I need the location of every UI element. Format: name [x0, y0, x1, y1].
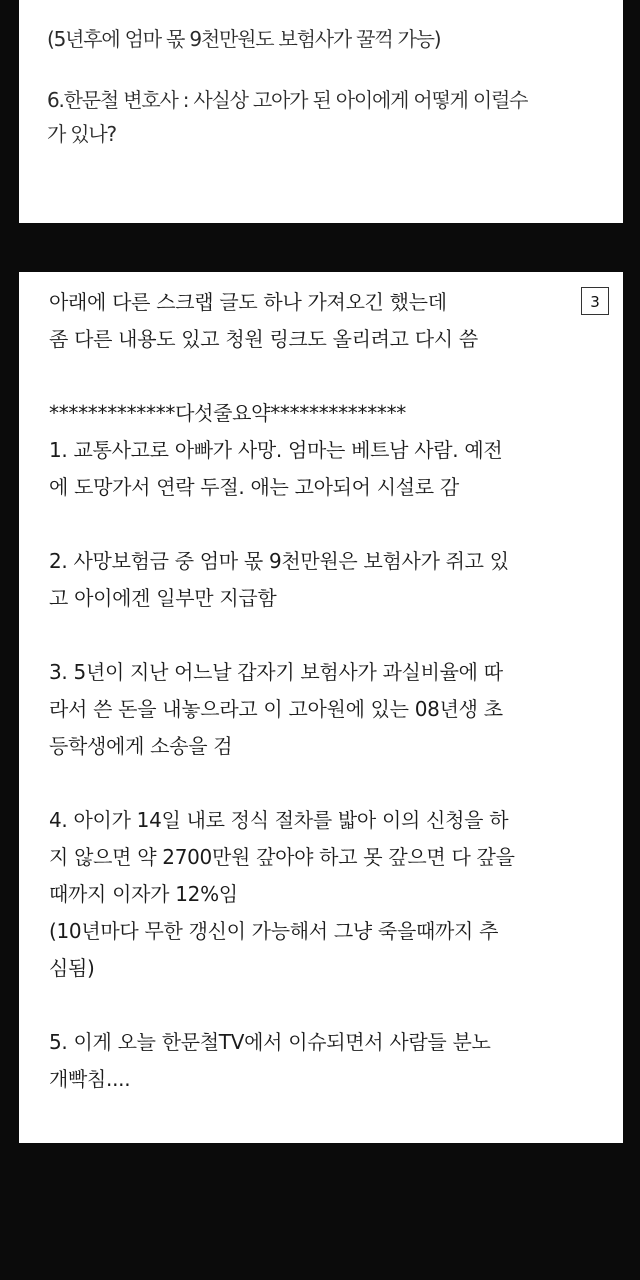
top-line-2: 6.한문철 변호사 : 사실상 고아가 된 아이에게 어떻게 이럴수: [47, 88, 528, 112]
body-line: 지 않으면 약 2700만원 갚아야 하고 못 갚으면 다 갚을: [49, 845, 515, 869]
body-line: 에 도망가서 연락 두절. 애는 고아되어 시설로 감: [49, 475, 459, 499]
body-line: 때까지 이자가 12%임: [49, 882, 238, 906]
blank-line: [49, 617, 515, 654]
main-text-card: [19, 272, 623, 1143]
top-text-card: [19, 0, 623, 223]
body-line: 좀 다른 내용도 있고 청원 링크도 올리려고 다시 씀: [49, 327, 478, 351]
body-line: 3. 5년이 지난 어느날 갑자기 보험사가 과실비율에 따: [49, 660, 503, 684]
body-line: 2. 사망보험금 중 엄마 몫 9천만원은 보험사가 쥐고 있: [49, 549, 509, 573]
body-line: 아래에 다른 스크랩 글도 하나 가져오긴 했는데: [49, 290, 447, 314]
body-line: 고 아이에겐 일부만 지급함: [49, 586, 277, 610]
blank-line: [49, 506, 515, 543]
top-line-3: 가 있나?: [47, 122, 116, 146]
body-line: 4. 아이가 14일 내로 정식 절차를 밟아 이의 신청을 하: [49, 808, 509, 832]
body-line: 1. 교통사고로 아빠가 사망. 엄마는 베트남 사람. 예전: [49, 438, 503, 462]
body-line: 개빡침....: [49, 1067, 131, 1091]
page-number-badge: 3: [581, 287, 609, 315]
blank-line: [49, 765, 515, 802]
body-line: 라서 쓴 돈을 내놓으라고 이 고아원에 있는 08년생 초: [49, 697, 503, 721]
body-line: 등학생에게 소송을 검: [49, 734, 233, 758]
top-gap: [47, 56, 595, 83]
blank-line: [49, 987, 515, 1024]
blank-line: [49, 358, 515, 395]
top-line-1: (5년후에 엄마 몫 9천만원도 보험사가 꿀꺽 가능): [47, 27, 441, 51]
body-line: 5. 이게 오늘 한문철TV에서 이슈되면서 사람들 분노: [49, 1030, 491, 1054]
body-line: (10년마다 무한 갱신이 가능해서 그냥 죽을때까지 추: [49, 919, 499, 943]
summary-heading: *************다섯줄요약**************: [49, 401, 407, 425]
body-line: 심됨): [49, 956, 95, 980]
main-text-body: [49, 284, 515, 1098]
